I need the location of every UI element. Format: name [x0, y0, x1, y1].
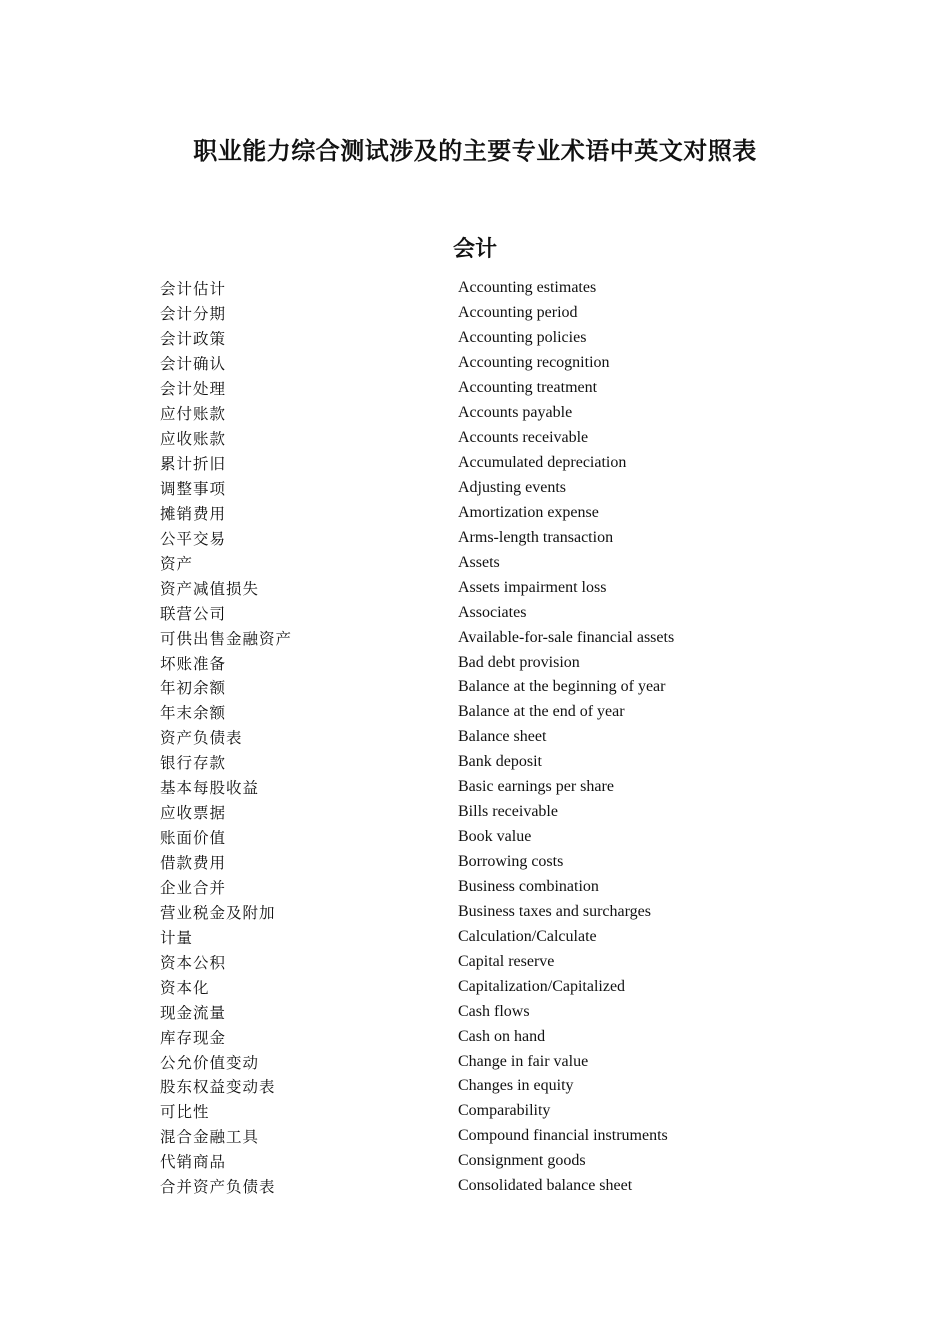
glossary-row [160, 875, 780, 900]
glossary-row [160, 525, 780, 550]
term-english: Accounts payable [458, 404, 573, 422]
term-english: Accounting estimates [458, 279, 597, 297]
glossary-row [160, 451, 780, 476]
glossary-row [160, 924, 780, 949]
term-chinese: 股东权益变动表 [160, 1078, 276, 1097]
term-chinese: 会计确认 [160, 355, 227, 374]
term-english: Accounts receivable [458, 429, 589, 447]
glossary-row [160, 1099, 780, 1124]
glossary-row [160, 351, 780, 376]
term-chinese: 借款费用 [160, 854, 227, 873]
term-chinese: 可比性 [160, 1103, 210, 1122]
term-chinese: 公允价值变动 [160, 1053, 260, 1072]
glossary-row [160, 725, 780, 750]
term-chinese: 账面价值 [160, 829, 227, 848]
term-chinese: 应收账款 [160, 430, 227, 449]
term-english: Accounting recognition [458, 354, 610, 372]
term-chinese: 会计分期 [160, 305, 227, 324]
term-chinese: 调整事项 [160, 479, 227, 498]
term-english: Bank deposit [458, 753, 542, 771]
term-chinese: 营业税金及附加 [160, 903, 276, 922]
term-english: Balance at the end of year [458, 703, 625, 721]
glossary-row [160, 301, 780, 326]
term-chinese: 联营公司 [160, 604, 227, 623]
term-chinese: 基本每股收益 [160, 779, 260, 798]
term-english: Cash on hand [458, 1027, 546, 1045]
term-chinese: 混合金融工具 [160, 1128, 260, 1147]
term-english: Arms-length transaction [458, 528, 614, 546]
term-chinese: 应付账款 [160, 405, 227, 424]
glossary-row [160, 1149, 780, 1174]
glossary-row [160, 326, 780, 351]
term-english: Capital reserve [458, 952, 555, 970]
term-english: Assets [458, 553, 500, 571]
term-chinese: 库存现金 [160, 1028, 227, 1047]
glossary-row [160, 800, 780, 825]
term-english: Changes in equity [458, 1077, 574, 1095]
term-english: Business taxes and surcharges [458, 902, 651, 920]
glossary-row [160, 500, 780, 525]
term-english: Bad debt provision [458, 653, 580, 671]
term-chinese: 合并资产负债表 [160, 1178, 276, 1197]
term-english: Assets impairment loss [458, 578, 607, 596]
term-chinese: 资本化 [160, 978, 210, 997]
glossary-row [160, 999, 780, 1024]
glossary-row [160, 850, 780, 875]
glossary-row [160, 700, 780, 725]
glossary-row [160, 675, 780, 700]
term-chinese: 年末余额 [160, 704, 227, 723]
term-english: Book value [458, 828, 532, 846]
term-english: Available-for-sale financial assets [458, 628, 675, 646]
glossary-row [160, 750, 780, 775]
glossary-row [160, 476, 780, 501]
glossary-row [160, 1174, 780, 1199]
term-chinese: 应收票据 [160, 804, 227, 823]
term-english: Balance sheet [458, 728, 547, 746]
term-english: Amortization expense [458, 503, 599, 521]
term-chinese: 会计政策 [160, 330, 227, 349]
glossary-row [160, 949, 780, 974]
term-english: Change in fair value [458, 1052, 589, 1070]
glossary-row [160, 550, 780, 575]
glossary-row [160, 974, 780, 999]
glossary-row [160, 1049, 780, 1074]
term-chinese: 坏账准备 [160, 654, 227, 673]
term-english: Accounting treatment [458, 379, 598, 397]
glossary-row [160, 1024, 780, 1049]
term-chinese: 资产减值损失 [160, 579, 260, 598]
term-chinese: 可供出售金融资产 [160, 629, 293, 648]
term-english: Accumulated depreciation [458, 454, 627, 472]
term-chinese: 公平交易 [160, 529, 227, 548]
term-english: Comparability [458, 1102, 551, 1120]
glossary-row [160, 625, 780, 650]
term-english: Basic earnings per share [458, 778, 614, 796]
term-chinese: 会计处理 [160, 380, 227, 399]
term-chinese: 摊销费用 [160, 504, 227, 523]
term-english: Accounting period [458, 304, 578, 322]
term-english: Consolidated balance sheet [458, 1177, 633, 1195]
term-english: Business combination [458, 877, 599, 895]
term-english: Associates [458, 603, 527, 621]
glossary-row [160, 1124, 780, 1149]
glossary-row [160, 276, 780, 301]
section-title-accounting: 会计 [452, 237, 497, 262]
term-chinese: 累计折旧 [160, 455, 227, 474]
term-chinese: 现金流量 [160, 1003, 227, 1022]
term-chinese: 会计估计 [160, 280, 227, 299]
term-chinese: 银行存款 [160, 754, 227, 773]
glossary-row [160, 650, 780, 675]
term-chinese: 企业合并 [160, 878, 227, 897]
term-english: Balance at the beginning of year [458, 678, 666, 696]
term-english: Adjusting events [458, 478, 566, 496]
glossary-row [160, 426, 780, 451]
glossary-row [160, 575, 780, 600]
term-english: Compound financial instruments [458, 1127, 668, 1145]
term-english: Accounting policies [458, 329, 587, 347]
term-chinese: 资产 [160, 554, 194, 573]
glossary-row [160, 600, 780, 625]
glossary-row [160, 775, 780, 800]
term-chinese: 资产负债表 [160, 729, 243, 748]
glossary-row [160, 376, 780, 401]
glossary-row [160, 401, 780, 426]
term-english: Capitalization/Capitalized [458, 977, 626, 995]
term-chinese: 年初余额 [160, 679, 227, 698]
glossary-term-list [160, 276, 780, 1199]
term-english: Cash flows [458, 1002, 530, 1020]
document-title: 职业能力综合测试涉及的主要专业术语中英文对照表 [193, 137, 757, 165]
glossary-row [160, 825, 780, 850]
term-english: Calculation/Calculate [458, 927, 597, 945]
term-english: Borrowing costs [458, 853, 564, 871]
term-chinese: 计量 [160, 928, 194, 947]
term-english: Bills receivable [458, 803, 558, 821]
term-english: Consignment goods [458, 1152, 586, 1170]
term-chinese: 资本公积 [160, 953, 227, 972]
term-chinese: 代销商品 [160, 1153, 227, 1172]
glossary-row [160, 899, 780, 924]
glossary-row [160, 1074, 780, 1099]
